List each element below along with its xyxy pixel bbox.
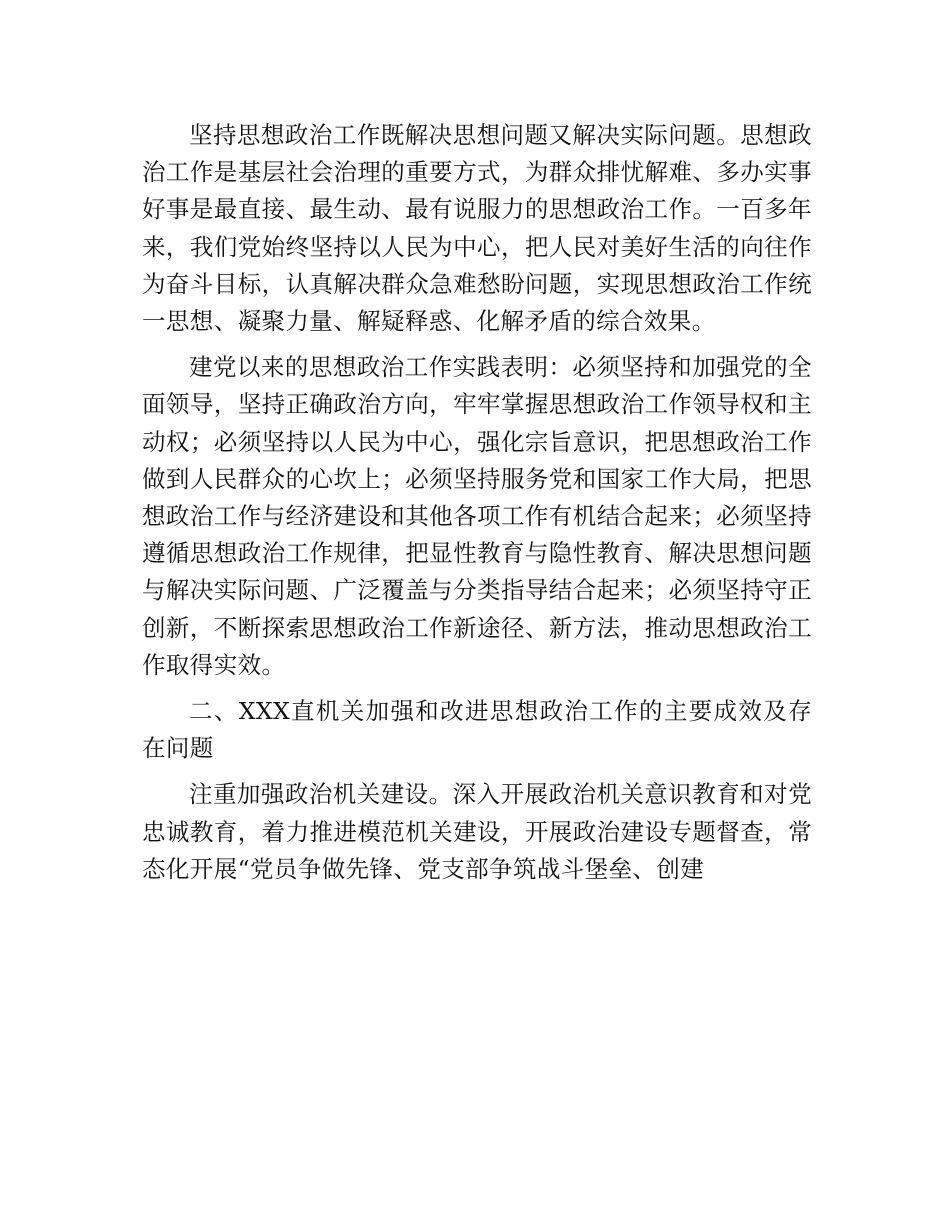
section-heading-achievements: 二、XXX直机关加强和改进思想政治工作的主要成效及存在问题 xyxy=(142,697,812,763)
paragraph-practical-problems: 坚持思想政治工作既解决思想问题又解决实际问题。思想政治工作是基层社会治理的重要方式，为群众排忧解难、多办实事好事是最直接、最生动、最有说服力的思想政治工作。一百多年来，我们党始终坚持以人民为中心，把人民对美好生活的向往作为奋斗目标，认真解决群众急难愁盼问题，实现思想政治工作统一思想、凝聚力量、解疑释惑、化解矛盾的综合效果。 xyxy=(142,121,812,336)
paragraph-practice-shows: 建党以来的思想政治工作实践表明：必须坚持和加强党的全面领导，坚持正确政治方向，牢牢掌握思想政治工作领导权和主动权；必须坚持以人民为中心，强化宗旨意识，把思想政治工作做到人民群众的心坎上；必须坚持服务党和国家工作大局，把思想政治工作与经济建设和其他各项工作有机结合起来；必须坚持遵循思想政治工作规律，把显性教育与隐性教育、解决思想问题与解决实际问题、广泛覆盖与分类指导结合起来；必须坚持守正创新，不断探索思想政治工作新途径、新方法，推动思想政治工作取得实效。 xyxy=(142,353,812,679)
paragraph-political-organs: 注重加强政治机关建设。深入开展政治机关意识教育和对党忠诚教育，着力推进模范机关建设，开展政治建设专题督查，常态化开展“党员争做先锋、党支部争筑战斗堡垒、创建 xyxy=(142,780,812,883)
document-body xyxy=(142,117,812,897)
